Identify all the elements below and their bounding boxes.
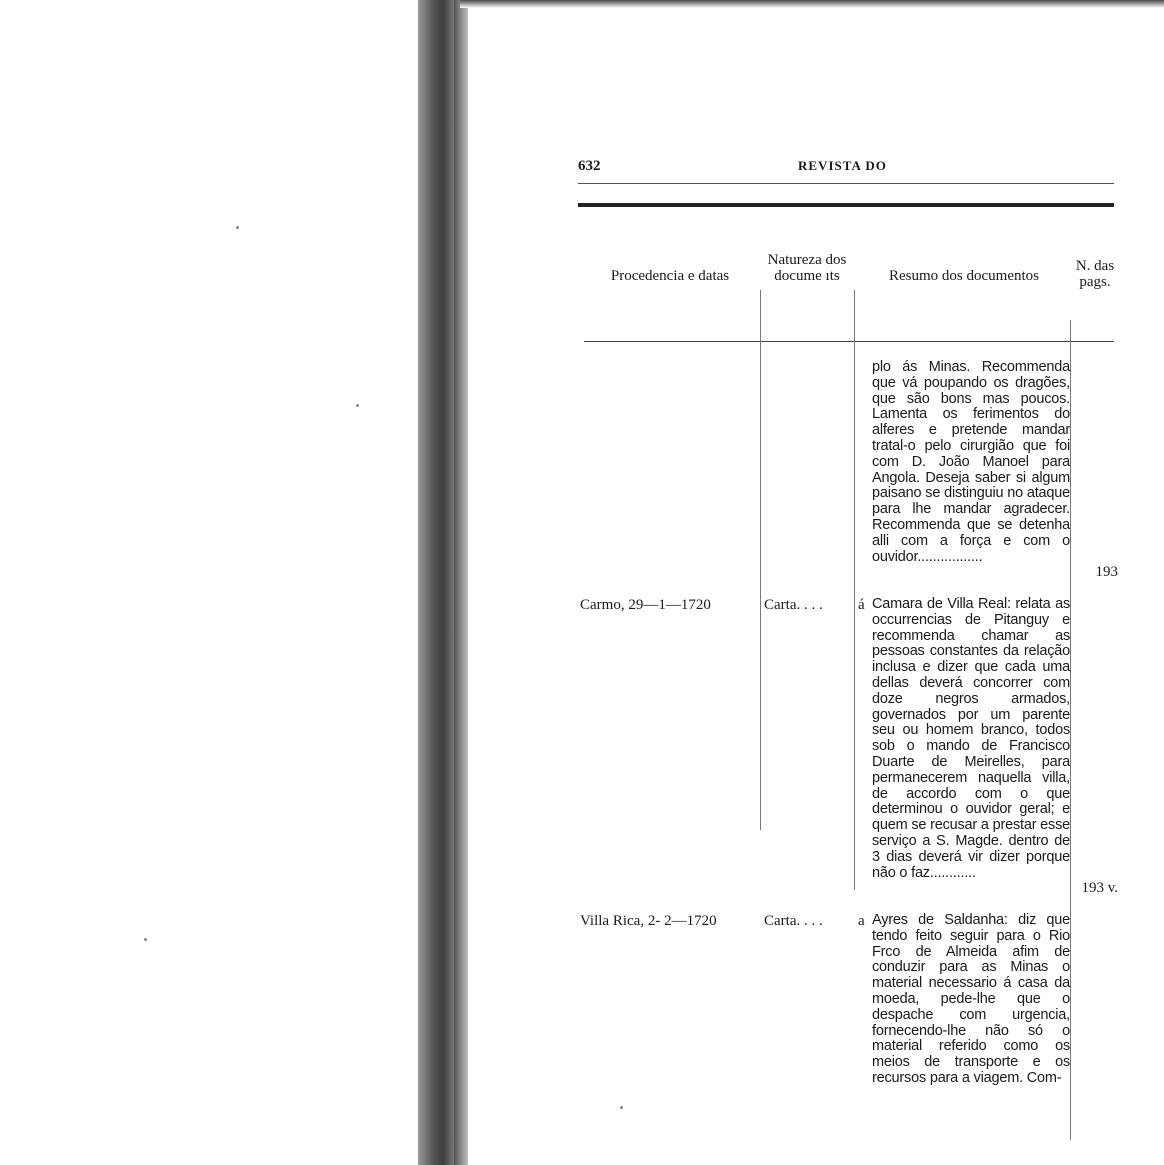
column-header-resumo: Resumo dos documentos: [889, 268, 1039, 284]
column-divider: [760, 290, 761, 830]
page-number: 632: [578, 158, 601, 174]
column-header-pags: N. das pags.: [1075, 258, 1115, 290]
scan-speck: [236, 226, 239, 229]
column-divider: [1070, 320, 1071, 1140]
journal-title: REVISTA DO: [798, 158, 887, 173]
page-top-edge: [460, 0, 1164, 8]
entry-procedencia: Carmo, 29—1—1720: [580, 597, 711, 613]
entry-pages: 193: [1095, 564, 1118, 580]
book-gutter: [454, 0, 468, 1165]
column-header-procedencia: Procedencia e datas: [610, 268, 730, 284]
entry-summary: Ayres de Saldanha: diz que tendo feito seguir para o Rio Frco de Almeida afim de conduzir para as Minas o material necessario á casa da moeda, pede-lhe que o despache com urgencia, fornecendo-lhe não só o material referido como os meios de transporte e os recursos para a viagem. Com-: [872, 912, 1070, 1086]
entry-natureza: Carta. . . .: [764, 913, 823, 929]
entry-summary: Camara de Villa Real: relata as occurrencias de Pitanguy e recommenda chamar as pessoas constantes da relação inclusa e dizer que cada uma dellas deverá concorrer com doze negros armados, governados por um parente seu ou homem branco, todos sob o mando de Francisco Duarte de Meirelles, para permanecerem naquella villa, de accordo com o que determinou o ouvidor geral; e quem se recusar a prestar esse serviço a S. Magde. dentro de 3 dias deverá vir dizer porque não o faz............: [872, 596, 1070, 881]
entry-pages: 193 v.: [1081, 880, 1118, 896]
header-bottom-rule: [584, 341, 1114, 342]
scan-speck: [620, 1106, 623, 1109]
header-rule: [578, 183, 1114, 184]
book-spine-shadow: [418, 0, 454, 1165]
table-top-rule: [578, 203, 1114, 207]
entry-preposition: á: [858, 597, 865, 613]
running-head: [578, 158, 1118, 180]
entry-summary: plo ás Minas. Recommenda que vá poupando os dragões, que são bons mas poucos. Lamenta os ferimentos do alferes e pretende mandar tratal-o pelo cirurgião que foi com D. João Manoel para Angola. Deseja saber si algum paisano se distinguiu no ataque para lhe mandar agradecer. Recommenda que se detenha alli com a força e com o ouvidor.................: [872, 359, 1070, 565]
entry-procedencia: Villa Rica, 2- 2—1720: [580, 913, 717, 929]
scan-speck: [144, 938, 147, 941]
entry-natureza: Carta. . . .: [764, 597, 823, 613]
column-divider: [854, 290, 855, 890]
entry-preposition: a: [858, 913, 865, 929]
scan-speck: [356, 404, 359, 407]
column-header-natureza: Natureza dos docume ıts: [767, 252, 847, 284]
